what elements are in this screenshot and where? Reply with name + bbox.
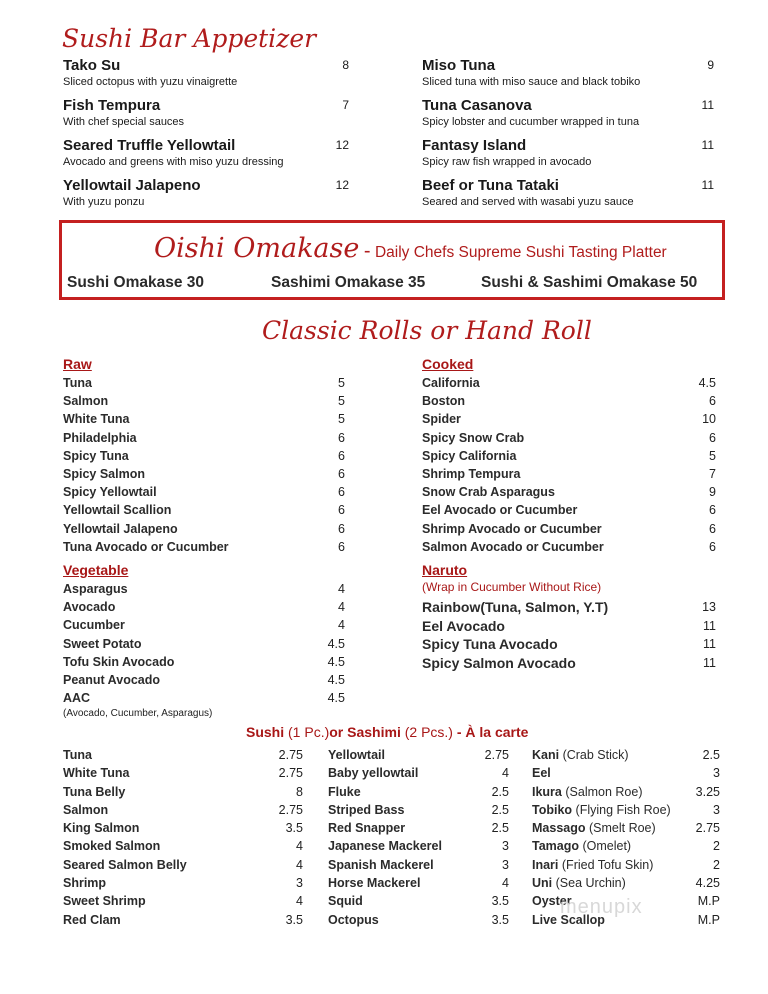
list-item (63, 616, 353, 634)
item-price: 3.5 (491, 912, 509, 927)
item-price: 6 (338, 485, 345, 500)
rolls-heading: Classic Rolls or Hand Roll (262, 316, 592, 345)
item-note: (Fried Tofu Skin) (561, 857, 654, 872)
item-price: 4.5 (327, 636, 345, 651)
menu-item (422, 56, 722, 96)
list-item (422, 538, 722, 556)
item-name: Yellowtail Jalapeno (63, 177, 201, 194)
list-item (63, 635, 353, 653)
item-name: AAC (63, 691, 91, 706)
item-price: 6 (709, 430, 716, 445)
menu-item (63, 176, 353, 216)
vegetable-heading: Vegetable (63, 562, 129, 578)
vegetable-list (63, 580, 353, 707)
appetizer-right-column (422, 56, 722, 216)
omakase-subtitle: Daily Chefs Supreme Sushi Tasting Platter (374, 244, 667, 261)
list-item (422, 429, 722, 447)
cooked-heading: Cooked (422, 356, 474, 372)
list-item (328, 801, 518, 819)
list-item (63, 429, 353, 447)
list-item (63, 911, 303, 929)
item-name: Shrimp Tempura (422, 466, 521, 481)
list-item (328, 911, 518, 929)
item-name: White Tuna (63, 412, 130, 427)
item-description: Spicy raw fish wrapped in avocado (422, 156, 592, 168)
item-price: 3.5 (285, 821, 303, 836)
item-price: 4.5 (327, 672, 345, 687)
list-item (422, 501, 722, 519)
item-description: Sliced tuna with miso sauce and black tobiko (422, 76, 641, 88)
item-name: California (422, 376, 480, 390)
cooked-list (422, 374, 722, 556)
item-name: Yellowtail Jalapeno (63, 521, 178, 536)
item-name: Spicy Salmon (63, 466, 145, 481)
item-name: Tuna (63, 748, 92, 762)
item-price: 6 (709, 503, 716, 518)
item-price: 3 (713, 802, 720, 817)
list-item (328, 856, 518, 874)
item-name: Yellowtail (328, 748, 385, 762)
list-item (532, 764, 732, 782)
item-note: (Sea Urchin) (555, 876, 626, 891)
menu-item (63, 56, 353, 96)
list-item (63, 410, 353, 428)
aac-note: (Avocado, Cucumber, Asparagus) (63, 708, 213, 719)
item-description: With yuzu ponzu (63, 196, 145, 208)
list-item (328, 764, 518, 782)
item-description: Spicy lobster and cucumber wrapped in tuna (422, 116, 640, 128)
item-name: Rainbow(Tuna, Salmon, Y.T) (422, 599, 609, 615)
item-price: 11 (703, 637, 716, 651)
item-name: Japanese Mackerel (328, 839, 442, 854)
item-price: 7 (709, 466, 716, 481)
item-price: M.P (697, 894, 720, 909)
item-name: Eel (532, 766, 551, 781)
item-name: Horse Mackerel (328, 876, 421, 891)
raw-heading: Raw (63, 356, 92, 372)
omakase-title: Oishi Omakase (154, 233, 360, 264)
item-name: Tobiko (532, 802, 573, 817)
item-price: 2.5 (491, 784, 509, 799)
list-item (532, 837, 732, 855)
item-name: Tamago (532, 839, 579, 854)
item-price: 2.5 (491, 821, 509, 836)
list-item (63, 520, 353, 538)
list-item (422, 483, 722, 501)
list-item (328, 819, 518, 837)
item-name: Shrimp (63, 876, 107, 891)
sushi-pieces: (1 Pc.) (288, 724, 330, 740)
item-price: 2.75 (695, 821, 720, 836)
item-price: 2.75 (278, 766, 303, 781)
list-item (63, 392, 353, 410)
menu-item (422, 136, 722, 176)
list-item (63, 837, 303, 855)
item-price: 11 (701, 178, 714, 192)
list-item (422, 447, 722, 465)
item-name: Boston (422, 394, 466, 409)
item-name: Spicy Tuna Avocado (422, 636, 558, 652)
item-name: Red Clam (63, 912, 121, 927)
item-price: 11 (703, 655, 716, 670)
item-price: 11 (701, 98, 714, 112)
alacarte-column-2 (328, 746, 518, 929)
item-name: Seared Salmon Belly (63, 857, 187, 872)
item-price: 5 (709, 448, 716, 463)
item-name: Avocado (63, 600, 116, 615)
alacarte-heading (246, 724, 528, 740)
list-item (63, 689, 353, 707)
item-name: Yellowtail Scallion (63, 503, 172, 518)
menu-item (422, 96, 722, 136)
list-item (328, 892, 518, 910)
list-item (63, 801, 303, 819)
item-name: Smoked Salmon (63, 839, 161, 854)
item-name: Shrimp Avocado or Cucumber (422, 521, 602, 536)
list-item (328, 783, 518, 801)
list-item (532, 874, 732, 892)
item-price: 2 (713, 839, 720, 854)
item-name: Peanut Avocado (63, 672, 161, 687)
item-name: Asparagus (63, 582, 128, 596)
item-price: 8 (342, 58, 349, 72)
list-item (422, 598, 722, 617)
item-price: 12 (335, 138, 349, 152)
item-price: 3.5 (285, 912, 303, 927)
list-item (63, 483, 353, 501)
item-name: Spicy Tuna (63, 448, 129, 463)
item-note: (Flying Fish Roe) (575, 802, 671, 817)
item-name: Spanish Mackerel (328, 857, 434, 872)
item-name: Inari (532, 857, 559, 872)
item-name: Striped Bass (328, 802, 405, 817)
sashimi-label: or Sashimi (329, 724, 401, 740)
list-item (422, 635, 722, 654)
item-price: 7 (342, 98, 349, 112)
item-price: 6 (338, 430, 345, 445)
omakase-item: Sushi & Sashimi Omakase 50 (481, 274, 698, 291)
item-price: 6 (338, 521, 345, 536)
list-item (422, 392, 722, 410)
item-price: 4 (338, 618, 345, 633)
item-name: Fantasy Island (422, 137, 527, 154)
item-note: (Crab Stick) (562, 748, 629, 762)
item-name: Miso Tuna (422, 57, 496, 74)
item-price: 8 (296, 784, 303, 799)
item-price: 10 (702, 412, 716, 427)
item-name: Tako Su (63, 57, 121, 74)
item-price: 4 (338, 582, 345, 596)
item-price: 6 (338, 503, 345, 518)
list-item (63, 856, 303, 874)
list-item (328, 837, 518, 855)
item-name: Massago (532, 821, 586, 836)
item-price: 2.75 (278, 748, 303, 762)
item-price: 3.25 (695, 784, 720, 799)
list-item (532, 856, 732, 874)
naruto-heading: Naruto (422, 562, 468, 578)
list-item (63, 783, 303, 801)
item-price: 9 (709, 485, 716, 500)
item-name: King Salmon (63, 821, 140, 836)
menu-item (422, 176, 722, 216)
list-item (63, 653, 353, 671)
list-item (63, 892, 303, 910)
item-price: 4.25 (695, 876, 720, 891)
item-price: 4 (502, 876, 509, 891)
omakase-dash: - (363, 240, 371, 262)
item-name: Live Scallop (532, 912, 605, 927)
item-price: 3 (502, 839, 509, 854)
list-item (422, 520, 722, 538)
item-price: 12 (335, 178, 349, 192)
item-name: Seared Truffle Yellowtail (63, 137, 236, 154)
item-price: 4 (502, 766, 509, 781)
list-item (63, 746, 303, 764)
item-note: (Salmon Roe) (565, 784, 643, 799)
item-name: Octopus (328, 912, 379, 927)
list-item (63, 671, 353, 689)
list-item (422, 617, 722, 636)
list-item (422, 374, 722, 392)
item-name: Salmon Avocado or Cucumber (422, 539, 604, 554)
omakase-item: Sushi Omakase 30 (67, 274, 204, 291)
naruto-list (422, 598, 722, 672)
item-name: Sweet Potato (63, 636, 142, 651)
item-name: White Tuna (63, 766, 130, 781)
list-item (63, 501, 353, 519)
list-item (63, 874, 303, 892)
list-item (63, 580, 353, 598)
item-price: 13 (702, 600, 716, 614)
item-price: 6 (709, 539, 716, 554)
item-name: Tofu Skin Avocado (63, 654, 175, 669)
item-price: 5 (338, 394, 345, 409)
item-name: Eel Avocado or Cucumber (422, 503, 578, 518)
item-price: 4.5 (698, 376, 716, 390)
item-price: 6 (709, 394, 716, 409)
item-name: Spicy California (422, 448, 517, 463)
item-price: 9 (707, 58, 714, 72)
item-price: 6 (338, 539, 345, 554)
item-name: Tuna (63, 376, 92, 390)
item-price: 3 (502, 857, 509, 872)
list-item (532, 746, 732, 764)
omakase-heading (154, 233, 667, 264)
list-item (532, 783, 732, 801)
list-item (422, 654, 722, 673)
item-price: 6 (709, 521, 716, 536)
item-price: 4 (296, 839, 303, 854)
sashimi-pieces: (2 Pcs.) (404, 724, 453, 740)
item-price: 6 (338, 466, 345, 481)
alacarte-label: - À la carte (456, 724, 529, 740)
item-name: Squid (328, 894, 363, 909)
list-item (328, 746, 518, 764)
item-price: M.P (697, 912, 720, 927)
item-name: Spider (422, 412, 461, 427)
menu-item (63, 96, 353, 136)
item-price: 2 (713, 857, 720, 872)
item-name: Salmon (63, 394, 109, 409)
menu-item (63, 136, 353, 176)
item-description: Sliced octopus with yuzu vinaigrette (63, 76, 238, 88)
item-price: 4.5 (327, 691, 345, 706)
item-name: Sweet Shrimp (63, 894, 146, 909)
item-note: (Omelet) (582, 839, 632, 854)
naruto-note: (Wrap in Cucumber Without Rice) (422, 580, 602, 594)
list-item (63, 374, 353, 392)
sushi-label: Sushi (246, 724, 285, 740)
raw-list (63, 374, 353, 556)
item-name: Cucumber (63, 618, 125, 633)
item-name: Baby yellowtail (328, 766, 419, 781)
item-name: Spicy Yellowtail (63, 485, 157, 500)
appetizer-heading: Sushi Bar Appetizer (62, 24, 317, 53)
item-price: 2.75 (484, 748, 509, 762)
item-price: 6 (338, 448, 345, 463)
list-item (328, 874, 518, 892)
list-item (532, 801, 732, 819)
item-price: 4 (338, 600, 345, 615)
item-note: (Smelt Roe) (588, 821, 656, 836)
omakase-box (59, 220, 725, 300)
item-price: 3.5 (491, 894, 509, 909)
item-price: 4.5 (327, 654, 345, 669)
item-name: Spicy Snow Crab (422, 430, 525, 445)
omakase-item: Sashimi Omakase 35 (271, 274, 426, 291)
item-name: Red Snapper (328, 821, 406, 836)
list-item (63, 819, 303, 837)
list-item (63, 538, 353, 556)
item-price: 11 (701, 138, 714, 152)
item-name: Philadelphia (63, 430, 137, 445)
item-name: Ikura (532, 784, 562, 799)
watermark: menupix (560, 896, 643, 918)
item-price: 2.5 (702, 748, 720, 762)
item-name: Fluke (328, 784, 361, 799)
list-item (422, 410, 722, 428)
item-price: 3 (296, 876, 303, 891)
item-price: 2.5 (491, 802, 509, 817)
alacarte-column-1 (63, 746, 303, 929)
item-price: 4 (296, 857, 303, 872)
item-name: Beef or Tuna Tataki (422, 177, 559, 194)
item-name: Oyster (532, 894, 572, 909)
item-name: Tuna Avocado or Cucumber (63, 539, 229, 554)
item-price: 4 (296, 894, 303, 909)
item-description: With chef special sauces (63, 116, 185, 128)
list-item (63, 764, 303, 782)
item-name: Uni (532, 876, 553, 891)
item-name: Salmon (63, 802, 109, 817)
item-name: Fish Tempura (63, 97, 161, 114)
item-name: Tuna Casanova (422, 97, 532, 114)
item-name: Eel Avocado (422, 617, 505, 634)
list-item (63, 598, 353, 616)
item-price: 5 (338, 376, 345, 390)
item-name: Kani (532, 748, 560, 762)
item-description: Seared and served with wasabi yuzu sauce (422, 196, 634, 208)
item-price: 3 (713, 766, 720, 781)
item-name: Spicy Salmon Avocado (422, 654, 576, 671)
item-price: 5 (338, 412, 345, 427)
item-price: 2.75 (278, 802, 303, 817)
list-item (63, 447, 353, 465)
appetizer-left-column (63, 56, 353, 216)
item-description: Avocado and greens with miso yuzu dressing (63, 156, 284, 168)
item-name: Tuna Belly (63, 784, 126, 799)
item-price: 11 (703, 618, 716, 633)
list-item (532, 819, 732, 837)
list-item (63, 465, 353, 483)
list-item (422, 465, 722, 483)
item-name: Snow Crab Asparagus (422, 485, 555, 500)
